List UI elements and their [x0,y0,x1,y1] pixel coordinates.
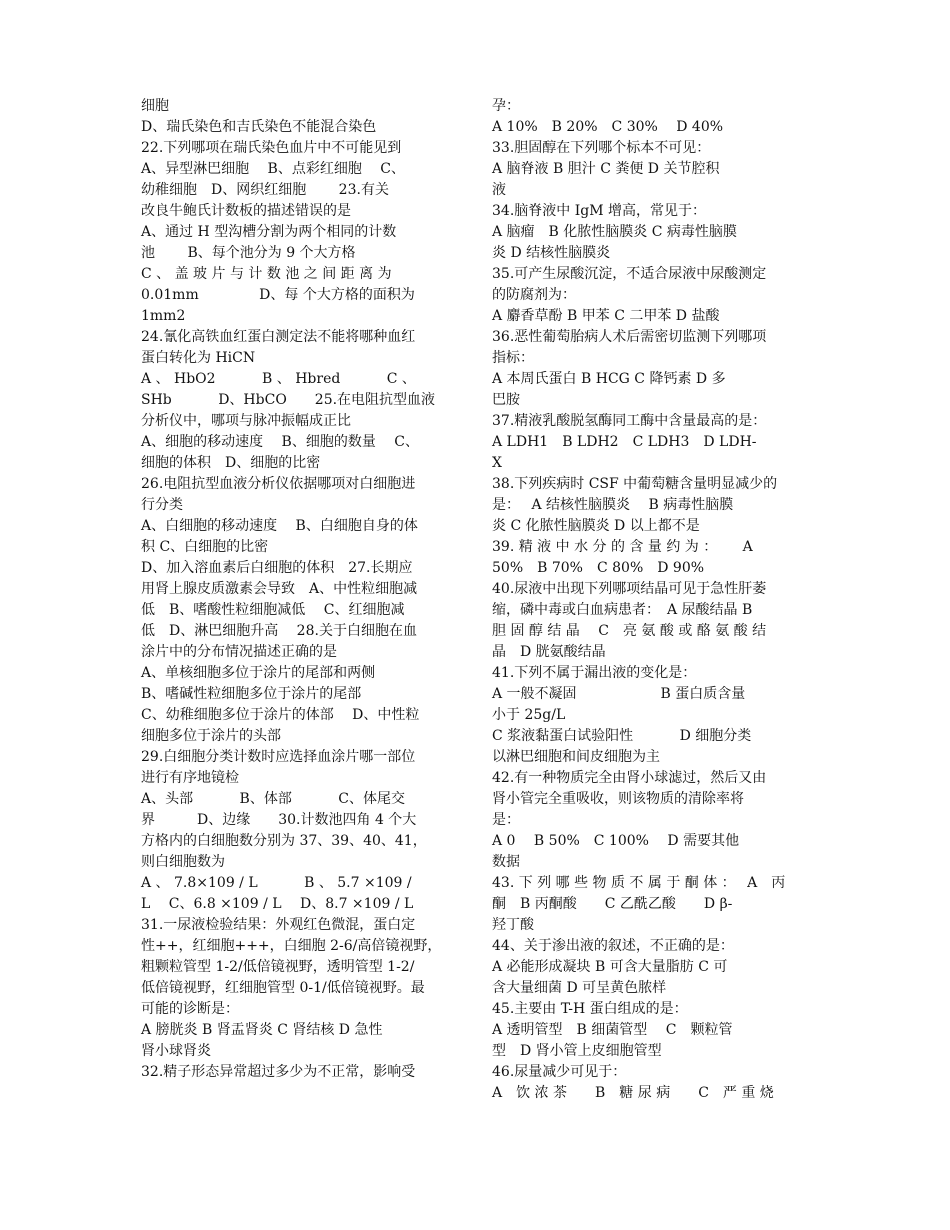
text-line: 37.精液乳酸脱氢酶同工酶中含量最高的是： [492,413,767,429]
text-line: 缩，磷中毒或白血病患者： A 尿酸结晶 B [492,602,753,618]
text-line: 的防腐剂为： [492,287,576,303]
text-line: A、白细胞的移动速度 B、白细胞自身的体 [141,518,418,534]
text-line: 低倍镜视野，红细胞管型 0-1/低倍镜视野。最 [141,980,425,996]
text-line: 29.白细胞分类计数时应选择血涂片哪一部位 [141,749,416,765]
text-line: 26.电阻抗型血液分析仪依据哪项对白细胞进 [141,476,416,492]
text-line: 液 [492,182,506,198]
text-line: 胆 固 醇 结 晶 C 亮 氨 酸 或 酪 氨 酸 结 [492,623,767,639]
text-line: SHb D、HbCO 25.在电阻抗型血液 [141,392,436,408]
text-line: 孕： [492,98,520,114]
text-line: A 本周氏蛋白 B HCG C 降钙素 D 多 [492,371,726,387]
text-line: 池 B、每个池分为 9 个大方格 [141,245,356,261]
text-line: 40.尿液中出现下列哪项结晶可见于急性肝萎 [492,581,767,597]
text-line: A、单核细胞多位于涂片的尾部和两侧 [141,665,376,681]
text-line: 细胞 [141,98,169,114]
text-line: 33.胆固醇在下列哪个标本不可见： [492,140,711,156]
text-line: B、嗜碱性粒细胞多位于涂片的尾部 [141,686,362,702]
text-line: 炎 D 结核性脑膜炎 [492,245,611,261]
text-line: A 脑脊液 B 胆汁 C 粪便 D 关节腔积 [492,161,720,177]
text-line: A、细胞的移动速度 B、细胞的数量 C、 [141,434,420,450]
text-line: 含大量细菌 D 可呈黄色脓样 [492,980,667,996]
text-line: 可能的诊断是： [141,1001,239,1017]
text-line: 小于 25g/L [492,707,566,723]
text-line: 粗颗粒管型 1-2/低倍镜视野，透明管型 1-2/ [141,959,415,975]
text-line: 方格内的白细胞数分别为 37、39、40、41， [141,833,427,849]
text-line: 低 B、嗜酸性粒细胞减低 C、红细胞减 [141,602,405,618]
text-line: X [492,455,502,471]
text-line: 38.下列疾病时 CSF 中葡萄糖含量明显减少的 [492,476,778,492]
text-line: 22.下列哪项在瑞氏染色血片中不可能见到 [141,140,402,156]
text-line: A、通过 H 型沟槽分割为两个相同的计数 [141,224,397,240]
text-line: C 浆液黏蛋白试验阳性 D 细胞分类 [492,728,752,744]
text-line: 细胞多位于涂片的头部 [141,728,281,744]
text-line: 肾小球肾炎 [141,1043,211,1059]
text-line: 指标： [492,350,534,366]
text-line: 进行有序地镜检 [141,770,239,786]
text-line: 涂片中的分布情况描述正确的是 [141,644,337,660]
text-line: 是： A 结核性脑膜炎 B 病毒性脑膜 [492,497,734,513]
text-line: 以淋巴细胞和间皮细胞为主 [492,749,660,765]
text-line: 炎 C 化脓性脑膜炎 D 以上都不是 [492,518,700,534]
text-line: A 、 7.8×109 / L B 、 5.7 ×109 / [141,875,412,891]
text-line: 低 D、淋巴细胞升高 28.关于白细胞在血 [141,623,417,639]
text-line: A 透明管型 B 细菌管型 C 颗粒管 [492,1022,733,1038]
left-column [141,96,461,1083]
text-line: 31.一尿液检验结果：外观红色微混，蛋白定 [141,917,416,933]
text-line: C、幼稚细胞多位于涂片的体部 D、中性粒 [141,707,420,723]
text-line: A LDH1 B LDH2 C LDH3 D LDH- [492,434,757,450]
text-line: 羟丁酸 [492,917,534,933]
text-line: A 饮 浓 茶 B 糖 尿 病 C 严 重 烧 [492,1085,774,1101]
text-line: A 膀胱炎 B 肾盂肾炎 C 肾结核 D 急性 [141,1022,383,1038]
text-line: 0.01mm D、每 个大方格的面积为 [141,287,415,303]
text-line: 酮 B 丙酮酸 C 乙酰乙酸 D β- [492,896,733,912]
text-line: 界 D、边缘 30.计数池四角 4 个大 [141,812,417,828]
text-line: 用肾上腺皮质激素会导致 A、中性粒细胞减 [141,581,418,597]
text-line: 是： [492,812,520,828]
text-line: 肾小管完全重吸收，则该物质的清除率将 [492,791,744,807]
text-line: 细胞的体积 D、细胞的比密 [141,455,321,471]
text-line: 42.有一种物质完全由肾小球滤过，然后又由 [492,770,767,786]
text-line: 数据 [492,854,520,870]
text-line: 性++，红细胞+++，白细胞 2-6/高倍镜视野， [141,938,442,954]
text-line: 34.脑脊液中 IgM 增高，常见于： [492,203,706,219]
text-line: 巴胺 [492,392,520,408]
text-line: A 一般不凝固 B 蛋白质含量 [492,686,746,702]
text-line: A 10% B 20% C 30% D 40% [492,119,724,135]
text-line: 46.尿量减少可见于： [492,1064,627,1080]
text-line: 幼稚细胞 D、网织红细胞 23.有关 [141,182,389,198]
text-line: 1mm2 [141,308,186,324]
text-line: 改良牛鲍氏计数板的描述错误的是 [141,203,351,219]
text-line: A 0 B 50% C 100% D 需要其他 [492,833,740,849]
text-line: 分析仪中，哪项与脉冲振幅成正比 [141,413,351,429]
text-line: 43. 下 列 哪 些 物 质 不 属 于 酮 体 ： A 丙 [492,875,786,891]
text-line: 36.恶性葡萄胎病人术后需密切监测下列哪项 [492,329,767,345]
text-line: 蛋白转化为 HiCN [141,350,256,366]
text-line: 型 D 肾小管上皮细胞管型 [492,1043,662,1059]
text-line: A 必能形成凝块 B 可含大量脂肪 C 可 [492,959,728,975]
text-line: A、头部 B、体部 C、体尾交 [141,791,406,807]
text-line: D、加入溶血素后白细胞的体积 27.长期应 [141,560,413,576]
text-line: 45.主要由 T-H 蛋白组成的是： [492,1001,688,1017]
text-line: 44、关于渗出液的叙述，不正确的是： [492,938,734,954]
text-line: 则白细胞数为 [141,854,225,870]
text-line: 41.下列不属于漏出液的变化是： [492,665,697,681]
text-line: 行分类 [141,497,183,513]
text-line: 35.可产生尿酸沉淀，不适合尿液中尿酸测定 [492,266,767,282]
text-line: A、异型淋巴细胞 B、点彩红细胞 C、 [141,161,406,177]
text-line: C 、 盖 玻 片 与 计 数 池 之 间 距 离 为 [141,266,392,282]
text-line: 50% B 70% C 80% D 90% [492,560,705,576]
text-line: A 、 HbO2 B 、 Hbred C 、 [141,371,416,387]
text-line: L C、6.8 ×109 / L D、8.7 ×109 / L [141,896,414,912]
text-line: 积 C、白细胞的比密 [141,539,269,555]
text-line: 24.氰化高铁血红蛋白测定法不能将哪种血红 [141,329,416,345]
text-line: D、瑞氏染色和吉氏染色不能混合染色 [141,119,377,135]
text-line: 32.精子形态异常超过多少为不正常，影响受 [141,1064,416,1080]
text-line: 39. 精 液 中 水 分 的 含 量 约 为 ： A [492,539,753,555]
text-line: 晶 D 胱氨酸结晶 [492,644,606,660]
text-line: A 脑瘤 B 化脓性脑膜炎 C 病毒性脑膜 [492,224,737,240]
text-line: A 麝香草酚 B 甲苯 C 二甲苯 D 盐酸 [492,308,720,324]
right-column [492,96,812,1104]
